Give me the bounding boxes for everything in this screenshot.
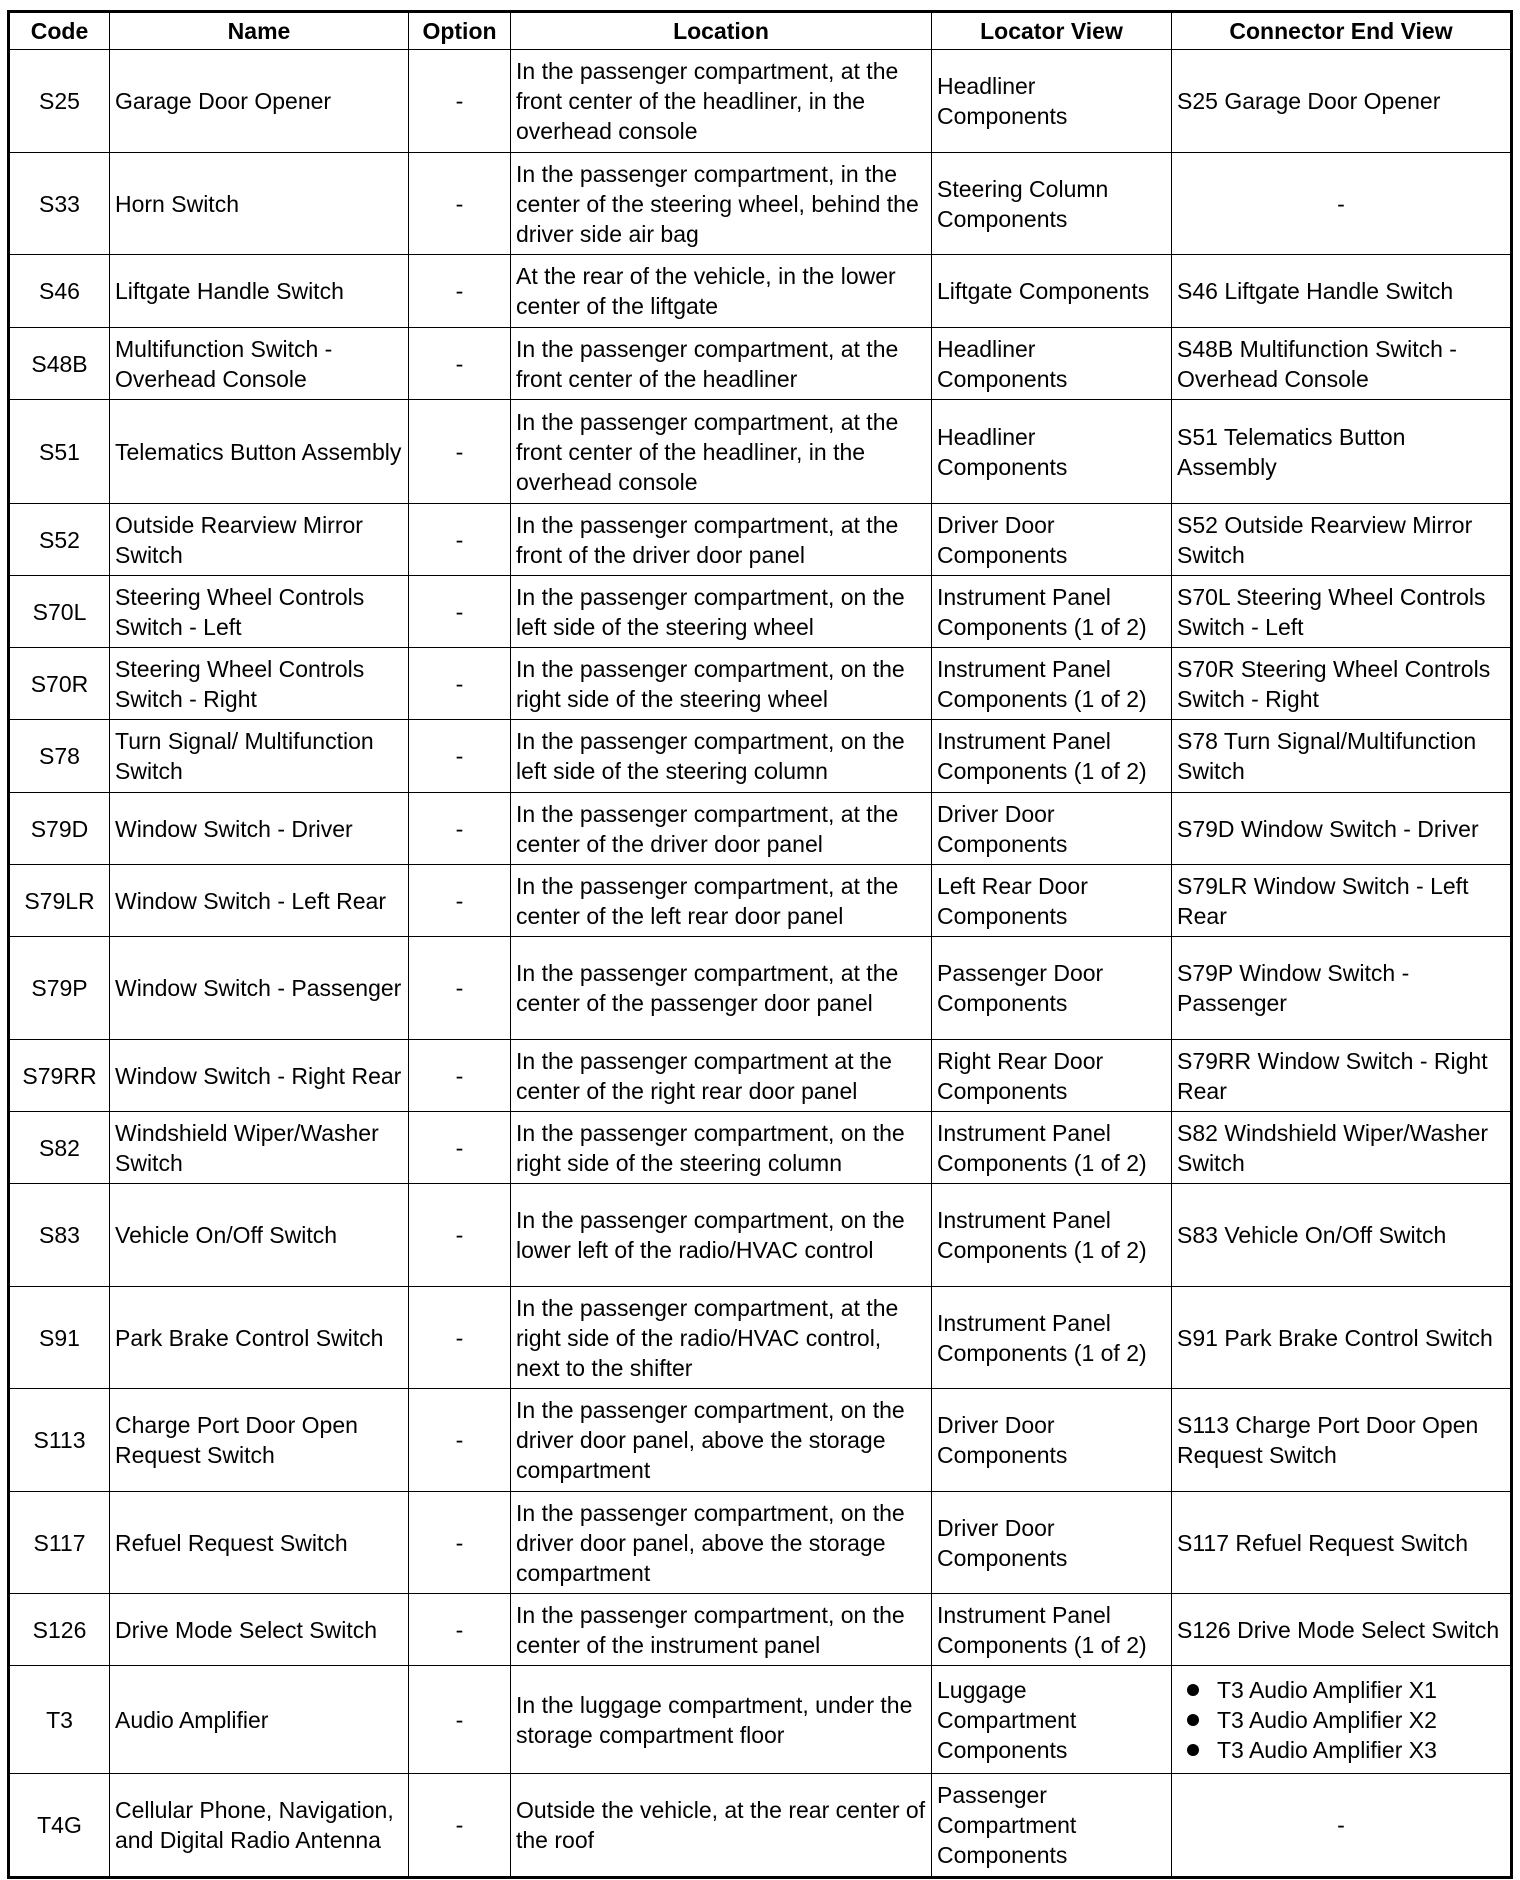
locator-view-cell: Driver Door Components [932,793,1172,865]
table-row [9,1666,1512,1774]
name-cell: Window Switch - Passenger [110,937,409,1040]
code-cell: S79D [9,793,110,865]
locator-view-cell: Driver Door Components [932,504,1172,576]
bullet-icon [1187,1684,1199,1696]
table-row [9,1492,1512,1594]
name-cell: Liftgate Handle Switch [110,255,409,328]
connector-end-view-cell: - [1172,153,1512,255]
locator-view-cell: Right Rear Door Components [932,1040,1172,1112]
name-cell: Cellular Phone, Navigation, and Digital Radio Antenna [110,1774,409,1878]
option-cell: - [409,1774,511,1878]
connector-end-view-cell: S113 Charge Port Door Open Request Switch [1172,1389,1512,1492]
connector-end-view-cell: S79D Window Switch - Driver [1172,793,1512,865]
connector-end-view-cell: S126 Drive Mode Select Switch [1172,1594,1512,1666]
code-cell: S79P [9,937,110,1040]
table-row [9,1774,1512,1878]
connector-end-view-cell: S82 Windshield Wiper/Washer Switch [1172,1112,1512,1184]
header-code: Code [9,12,110,50]
location-cell: In the passenger compartment, at the right side of the radio/HVAC control, next to the shifter [511,1287,932,1389]
location-cell: Outside the vehicle, at the rear center of the roof [511,1774,932,1878]
header-name: Name [110,12,409,50]
locator-view-cell: Liftgate Components [932,255,1172,328]
connector-end-view-cell: S51 Telematics Button Assembly [1172,400,1512,504]
option-cell: - [409,648,511,720]
locator-view-cell: Instrument Panel Components (1 of 2) [932,1184,1172,1287]
name-cell: Steering Wheel Controls Switch - Left [110,576,409,648]
code-cell: S70L [9,576,110,648]
table-row [9,50,1512,153]
connector-end-view-cell: S78 Turn Signal/Multifunction Switch [1172,720,1512,793]
locator-view-cell: Left Rear Door Components [932,865,1172,937]
header-connector-end-view: Connector End View [1172,12,1512,50]
code-cell: S79LR [9,865,110,937]
table-row [9,1184,1512,1287]
option-cell: - [409,1594,511,1666]
option-cell: - [409,1040,511,1112]
code-cell: S25 [9,50,110,153]
option-cell: - [409,1389,511,1492]
table-row [9,328,1512,400]
name-cell: Steering Wheel Controls Switch - Right [110,648,409,720]
connector-end-view-cell: S91 Park Brake Control Switch [1172,1287,1512,1389]
table-row [9,1287,1512,1389]
connector-end-view-cell: S79P Window Switch - Passenger [1172,937,1512,1040]
code-cell: T3 [9,1666,110,1774]
option-cell: - [409,1112,511,1184]
code-cell: S78 [9,720,110,793]
location-cell: In the passenger compartment, at the center of the passenger door panel [511,937,932,1040]
connector-end-view-cell: S46 Liftgate Handle Switch [1172,255,1512,328]
table-row [9,720,1512,793]
code-cell: S113 [9,1389,110,1492]
name-cell: Horn Switch [110,153,409,255]
code-cell: S82 [9,1112,110,1184]
table-row [9,153,1512,255]
connector-list [1177,1675,1505,1765]
location-cell: In the passenger compartment, on the right side of the steering column [511,1112,932,1184]
header-locator-view: Locator View [932,12,1172,50]
table-row [9,1040,1512,1112]
location-cell: In the passenger compartment, on the right side of the steering wheel [511,648,932,720]
option-cell: - [409,1287,511,1389]
code-cell: S70R [9,648,110,720]
table-row [9,1112,1512,1184]
name-cell: Window Switch - Driver [110,793,409,865]
name-cell: Telematics Button Assembly [110,400,409,504]
locator-view-cell: Luggage Compartment Components [932,1666,1172,1774]
locator-view-cell: Steering Column Components [932,153,1172,255]
location-cell: In the luggage compartment, under the storage compartment floor [511,1666,932,1774]
location-cell: In the passenger compartment, at the front of the driver door panel [511,504,932,576]
name-cell: Windshield Wiper/Washer Switch [110,1112,409,1184]
connector-end-view-cell: S70R Steering Wheel Controls Switch - Right [1172,648,1512,720]
code-cell: S91 [9,1287,110,1389]
code-cell: S117 [9,1492,110,1594]
option-cell: - [409,328,511,400]
connector-end-view-cell: S25 Garage Door Opener [1172,50,1512,153]
name-cell: Drive Mode Select Switch [110,1594,409,1666]
name-cell: Window Switch - Left Rear [110,865,409,937]
code-cell: S51 [9,400,110,504]
location-cell: In the passenger compartment, on the driver door panel, above the storage compartment [511,1492,932,1594]
table-row [9,1389,1512,1492]
name-cell: Multifunction Switch - Overhead Console [110,328,409,400]
option-cell: - [409,153,511,255]
connector-end-view-cell: - [1172,1774,1512,1878]
locator-view-cell: Headliner Components [932,50,1172,153]
locator-view-cell: Instrument Panel Components (1 of 2) [932,1112,1172,1184]
header-row [9,12,1512,50]
name-cell: Window Switch - Right Rear [110,1040,409,1112]
name-cell: Garage Door Opener [110,50,409,153]
connector-list-item [1217,1675,1505,1705]
name-cell: Outside Rearview Mirror Switch [110,504,409,576]
locator-view-cell: Instrument Panel Components (1 of 2) [932,1287,1172,1389]
name-cell: Audio Amplifier [110,1666,409,1774]
connector-list-item [1217,1705,1505,1735]
option-cell: - [409,937,511,1040]
locator-view-cell: Headliner Components [932,400,1172,504]
name-cell: Charge Port Door Open Request Switch [110,1389,409,1492]
table-row [9,937,1512,1040]
code-cell: S33 [9,153,110,255]
code-cell: S79RR [9,1040,110,1112]
location-cell: In the passenger compartment, on the center of the instrument panel [511,1594,932,1666]
connector-list-text: T3 Audio Amplifier X1 [1217,1676,1437,1703]
connector-list-text: T3 Audio Amplifier X3 [1217,1736,1437,1763]
bullet-icon [1187,1714,1199,1726]
header-option: Option [409,12,511,50]
name-cell: Turn Signal/ Multifunction Switch [110,720,409,793]
connector-end-view-cell: S48B Multifunction Switch - Overhead Console [1172,328,1512,400]
bullet-icon [1187,1744,1199,1756]
location-cell: In the passenger compartment at the center of the right rear door panel [511,1040,932,1112]
location-cell: In the passenger compartment, at the front center of the headliner, in the overhead console [511,50,932,153]
code-cell: S46 [9,255,110,328]
name-cell: Vehicle On/Off Switch [110,1184,409,1287]
code-cell: T4G [9,1774,110,1878]
connector-list-item [1217,1735,1505,1765]
connector-end-view-cell: S79LR Window Switch - Left Rear [1172,865,1512,937]
option-cell: - [409,720,511,793]
connector-end-view-cell: S52 Outside Rearview Mirror Switch [1172,504,1512,576]
connector-table [7,10,1513,1879]
option-cell: - [409,255,511,328]
locator-view-cell: Driver Door Components [932,1389,1172,1492]
location-cell: In the passenger compartment, at the center of the left rear door panel [511,865,932,937]
option-cell: - [409,1184,511,1287]
code-cell: S48B [9,328,110,400]
locator-view-cell: Passenger Compartment Components [932,1774,1172,1878]
option-cell: - [409,1666,511,1774]
option-cell: - [409,1492,511,1594]
location-cell: In the passenger compartment, at the front center of the headliner [511,328,932,400]
name-cell: Refuel Request Switch [110,1492,409,1594]
locator-view-cell: Passenger Door Components [932,937,1172,1040]
code-cell: S83 [9,1184,110,1287]
code-cell: S52 [9,504,110,576]
location-cell: In the passenger compartment, in the center of the steering wheel, behind the driver side air bag [511,153,932,255]
table-row [9,255,1512,328]
locator-view-cell: Instrument Panel Components (1 of 2) [932,720,1172,793]
connector-list-text: T3 Audio Amplifier X2 [1217,1706,1437,1733]
location-cell: In the passenger compartment, on the lower left of the radio/HVAC control [511,1184,932,1287]
location-cell: In the passenger compartment, on the left side of the steering wheel [511,576,932,648]
locator-view-cell: Driver Door Components [932,1492,1172,1594]
location-cell: In the passenger compartment, at the front center of the headliner, in the overhead console [511,400,932,504]
table-row [9,865,1512,937]
code-cell: S126 [9,1594,110,1666]
location-cell: In the passenger compartment, on the left side of the steering column [511,720,932,793]
option-cell: - [409,865,511,937]
connector-end-view-cell [1172,1666,1512,1774]
table-row [9,504,1512,576]
table-row [9,1594,1512,1666]
locator-view-cell: Headliner Components [932,328,1172,400]
table-row [9,400,1512,504]
name-cell: Park Brake Control Switch [110,1287,409,1389]
locator-view-cell: Instrument Panel Components (1 of 2) [932,576,1172,648]
location-cell: In the passenger compartment, on the driver door panel, above the storage compartment [511,1389,932,1492]
table-row [9,648,1512,720]
location-cell: In the passenger compartment, at the center of the driver door panel [511,793,932,865]
option-cell: - [409,50,511,153]
locator-view-cell: Instrument Panel Components (1 of 2) [932,1594,1172,1666]
table-row [9,576,1512,648]
connector-end-view-cell: S79RR Window Switch - Right Rear [1172,1040,1512,1112]
option-cell: - [409,576,511,648]
location-cell: At the rear of the vehicle, in the lower center of the liftgate [511,255,932,328]
option-cell: - [409,504,511,576]
header-location: Location [511,12,932,50]
locator-view-cell: Instrument Panel Components (1 of 2) [932,648,1172,720]
table-row [9,793,1512,865]
connector-end-view-cell: S117 Refuel Request Switch [1172,1492,1512,1594]
connector-end-view-cell: S83 Vehicle On/Off Switch [1172,1184,1512,1287]
option-cell: - [409,400,511,504]
connector-end-view-cell: S70L Steering Wheel Controls Switch - Left [1172,576,1512,648]
option-cell: - [409,793,511,865]
